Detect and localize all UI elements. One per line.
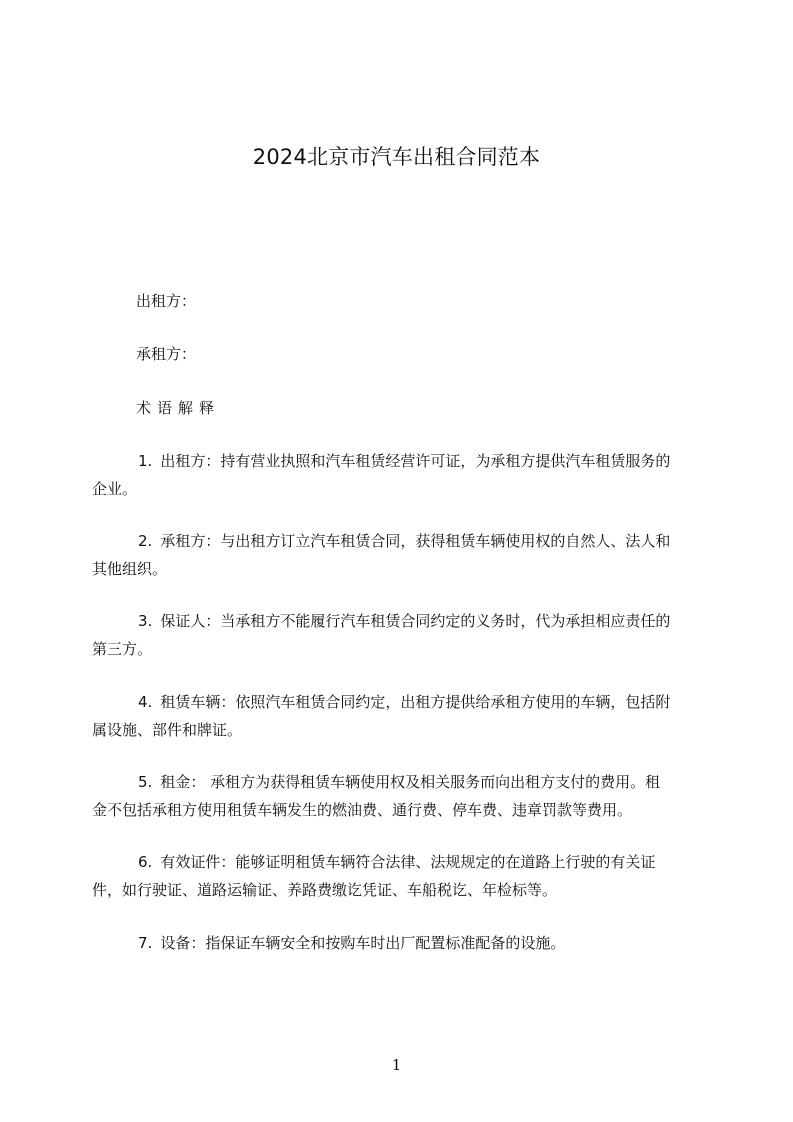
term-first-line (92, 768, 708, 796)
term-item (92, 447, 708, 503)
term-definition: 设备：指保证车辆安全和按购车时出厂配置标准配备的设施。 (160, 934, 566, 952)
term-continuation: 件，如行驶证、道路运输证、养路费缴讫凭证、车船税讫、年检标等。 (92, 881, 558, 899)
document-title: 2024北京市汽车出租合同范本 (252, 145, 541, 169)
term-item (92, 527, 708, 583)
term-definition: 保证人：当承租方不能履行汽车租赁合同约定的义务时，代为承担相应责任的 (160, 612, 671, 630)
term-continuation: 其他组织。 (92, 560, 168, 578)
term-item (92, 607, 708, 663)
term-number: 7. (138, 934, 153, 952)
term-continuation: 企业。 (92, 480, 138, 498)
term-definition: 出租方：持有营业执照和汽车租赁经营许可证，为承租方提供汽车租赁服务的 (160, 452, 671, 470)
term-first-line (92, 607, 708, 635)
term-first-line (92, 527, 708, 555)
lessee-field-label: 承租方： (136, 345, 197, 363)
term-continuation: 属设施、部件和牌证。 (92, 721, 243, 739)
term-number: 5. (138, 773, 153, 791)
term-first-line (92, 848, 708, 876)
term-item (92, 929, 708, 957)
term-first-line (92, 929, 708, 957)
term-definition: 租金： 承租方为获得租赁车辆使用权及相关服务而向出租方支付的费用。租 (160, 773, 661, 791)
term-number: 4. (138, 693, 153, 711)
term-number: 6. (138, 853, 153, 871)
lessor-field-label: 出租方： (136, 292, 197, 310)
term-continuation: 第三方。 (92, 640, 153, 658)
term-number: 2. (138, 532, 153, 550)
term-item (92, 848, 708, 904)
term-item (92, 688, 708, 744)
term-number: 1. (138, 452, 153, 470)
term-first-line (92, 688, 708, 716)
page-number: 1 (391, 1056, 402, 1074)
terms-section-heading: 术语解释 (136, 399, 221, 417)
term-first-line (92, 447, 708, 475)
term-definition: 有效证件：能够证明租赁车辆符合法律、法规规定的在道路上行驶的有关证 (160, 853, 656, 871)
term-definition: 租赁车辆：依照汽车租赁合同约定，出租方提供给承租方使用的车辆，包括附 (160, 693, 671, 711)
term-item (92, 768, 708, 824)
term-number: 3. (138, 612, 153, 630)
term-definition: 承租方：与出租方订立汽车租赁合同，获得租赁车辆使用权的自然人、法人和 (160, 532, 671, 550)
term-continuation: 金不包括承租方使用租赁车辆发生的燃油费、通行费、停车费、违章罚款等费用。 (92, 801, 633, 819)
